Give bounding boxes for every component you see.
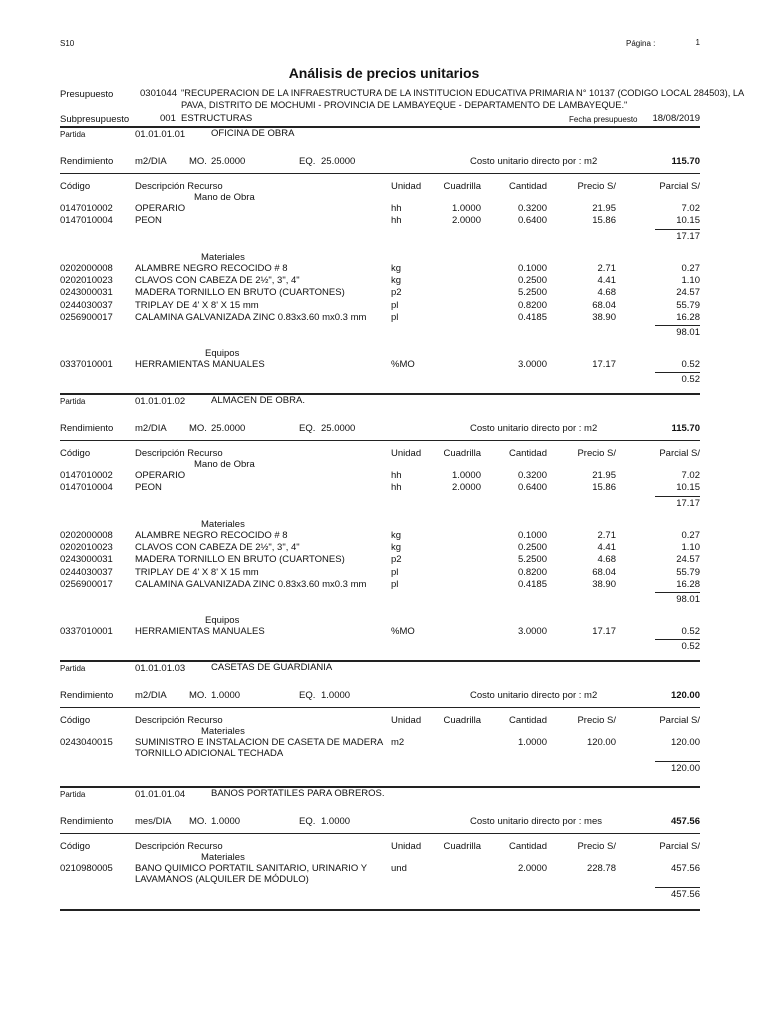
resource-description: HERRAMIENTAS MANUALES: [135, 359, 265, 371]
resource-price: 17.17: [592, 626, 616, 638]
page-title: Análisis de precios unitarios: [288, 65, 480, 81]
resource-unit: kg: [391, 541, 402, 553]
resource-quantity: 0.4185: [517, 311, 547, 323]
resource-description: CALAMINA GALVANIZADA ZINC 0.83x3.60 mx0.3 mm: [135, 578, 367, 590]
resource-cuadrilla: 1.0000: [451, 470, 481, 481]
resource-price: 17.17: [592, 359, 616, 371]
resource-price: 38.90: [592, 311, 616, 323]
col-codigo-header: Código: [60, 181, 91, 192]
subpresupuesto-label: Subpresupuesto: [60, 114, 130, 125]
divider: [655, 887, 700, 888]
subpresupuesto-code: 001: [160, 113, 176, 124]
resource-unit: p2: [391, 554, 402, 566]
resource-code: 0210980005: [60, 863, 113, 874]
cost-label: Costo unitario directo por : m2: [470, 423, 598, 434]
divider: [655, 639, 700, 640]
resource-partial: 457.56: [670, 863, 700, 874]
equipos-total: 0.52: [681, 374, 700, 386]
col-codigo-header: Código: [60, 715, 91, 726]
resource-unit: hh: [391, 470, 402, 481]
divider: [350, 833, 700, 834]
col-descripcion-header: Descripción Recurso: [135, 715, 223, 726]
partida-name: BANOS PORTATILES PARA OBREROS.: [211, 788, 385, 799]
resource-unit: pl: [391, 311, 399, 323]
col-cuadrilla-header: Cuadrilla: [443, 715, 481, 726]
col-unidad-header: Unidad: [391, 715, 422, 726]
col-precio-header: Precio S/: [577, 181, 616, 192]
mo-label: MO.: [189, 423, 207, 434]
resource-code: 0244030037: [60, 299, 113, 311]
resource-partial: 16.28: [676, 578, 700, 590]
partida-code: 01.01.01.04: [135, 789, 186, 800]
rendimiento-label: Rendimiento: [60, 423, 114, 434]
resource-quantity: 0.2500: [517, 541, 547, 553]
mo-value: 1.0000: [211, 816, 241, 827]
resource-unit: m2: [391, 737, 405, 748]
cost-value: 120.00: [670, 690, 700, 701]
col-unidad-header: Unidad: [391, 448, 422, 459]
divider: [60, 707, 350, 708]
resource-code: 0243000031: [60, 287, 113, 299]
resource-description: OPERARIO: [135, 470, 186, 481]
resource-quantity: 0.3200: [517, 470, 547, 481]
resource-unit: kg: [391, 274, 402, 286]
resource-partial: 7.02: [681, 470, 700, 481]
subpresupuesto-name: ESTRUCTURAS: [181, 113, 253, 124]
group-equipos: Equipos: [205, 615, 240, 627]
resource-cuadrilla: 2.0000: [451, 482, 481, 494]
resource-code: 0337010001: [60, 359, 113, 371]
equipos-total: 0.52: [681, 641, 700, 653]
presupuesto-line1: "RECUPERACION DE LA INFRAESTRUCTURA DE LA INSTITUCION EDUCATIVA PRIMARIA N° 10137 (CODIGO LOCAL 284503), LA: [181, 88, 745, 98]
resource-price: 4.68: [597, 287, 616, 299]
resource-code: 0243040015: [60, 737, 113, 748]
resource-unit: pl: [391, 566, 399, 578]
resource-quantity: 0.1000: [517, 262, 547, 274]
resource-description: CALAMINA GALVANIZADA ZINC 0.83x3.60 mx0.3 mm: [135, 311, 367, 323]
divider: [350, 173, 700, 174]
resource-partial: 0.52: [681, 626, 700, 638]
mo-label: MO.: [189, 156, 207, 167]
divider: [655, 592, 700, 593]
partida-name: ALMACEN DE OBRA.: [211, 395, 305, 406]
divider: [655, 761, 700, 762]
resource-price: 15.86: [592, 482, 616, 494]
resource-partial: 16.28: [676, 311, 700, 323]
resource-partial: 0.27: [681, 262, 700, 274]
mo-value: 1.0000: [211, 690, 241, 701]
resource-description: ALAMBRE NEGRO RECOCIDO # 8: [135, 529, 288, 541]
resource-description: MADERA TORNILLO EN BRUTO (CUARTONES): [135, 554, 345, 566]
divider: [655, 229, 700, 230]
resource-price: 21.95: [592, 203, 616, 214]
resource-price: 38.90: [592, 578, 616, 590]
partida-label: Partida: [60, 664, 86, 673]
group-mano-obra: Mano de Obra: [194, 459, 255, 470]
eq-label: EQ.: [299, 816, 316, 827]
fecha-value: 18/08/2019: [652, 113, 700, 124]
col-descripcion-header: Descripción Recurso: [135, 841, 223, 852]
resource-code: 0244030037: [60, 566, 113, 578]
eq-value: 25.0000: [321, 423, 356, 434]
page-number: 1: [695, 38, 700, 47]
materiales-total: 457.56: [670, 889, 700, 901]
cost-label: Costo unitario directo por : m2: [470, 690, 598, 701]
resource-price: 4.68: [597, 554, 616, 566]
resource-partial: 10.15: [676, 482, 700, 494]
resource-partial: 1.10: [681, 274, 700, 286]
resource-partial: 55.79: [676, 566, 700, 578]
divider: [60, 833, 350, 834]
col-parcial-header: Parcial S/: [659, 841, 700, 852]
cost-label: Costo unitario directo por : mes: [470, 816, 603, 827]
partida-label: Partida: [60, 130, 86, 139]
resource-unit: und: [391, 863, 407, 874]
resource-price: 21.95: [592, 470, 616, 481]
resource-cuadrilla: 2.0000: [451, 215, 481, 227]
divider: [60, 909, 700, 911]
resource-description-line2: LAVAMANOS (ALQUILER DE MÓDULO): [135, 874, 309, 885]
resource-description: BANO QUIMICO PORTATIL SANITARIO, URINARIO Y: [135, 863, 368, 874]
resource-quantity: 5.2500: [517, 287, 547, 299]
divider: [60, 173, 350, 174]
resource-price: 4.41: [597, 541, 616, 553]
presupuesto-code: 0301044: [140, 88, 177, 99]
col-cuadrilla-header: Cuadrilla: [443, 841, 481, 852]
resource-description: OPERARIO: [135, 203, 186, 214]
col-cantidad-header: Cantidad: [508, 448, 547, 459]
resource-partial: 24.57: [676, 554, 700, 566]
group-materiales: Materiales: [201, 251, 245, 263]
resource-description: TRIPLAY DE 4' X 8' X 15 mm: [135, 566, 259, 578]
eq-value: 1.0000: [321, 816, 351, 827]
col-cuadrilla-header: Cuadrilla: [443, 181, 481, 192]
materiales-total: 120.00: [670, 763, 700, 775]
group-materiales: Materiales: [201, 726, 245, 737]
mo-label: MO.: [189, 690, 207, 701]
col-cantidad-header: Cantidad: [508, 715, 547, 726]
resource-price: 4.41: [597, 274, 616, 286]
resource-price: 2.71: [597, 529, 616, 541]
divider: [60, 393, 700, 395]
group-materiales: Materiales: [201, 518, 245, 530]
resource-code: 0202000008: [60, 262, 113, 274]
resource-description-line2: TORNILLO ADICIONAL TECHADA: [135, 748, 284, 759]
group-equipos: Equipos: [205, 348, 240, 360]
resource-unit: hh: [391, 215, 402, 227]
resource-partial: 120.00: [670, 737, 700, 748]
resource-quantity: 0.8200: [517, 566, 547, 578]
mano-obra-total: 17.17: [676, 230, 700, 242]
partida-code: 01.01.01.02: [135, 396, 186, 407]
rendimiento-label: Rendimiento: [60, 690, 114, 701]
col-parcial-header: Parcial S/: [659, 448, 700, 459]
resource-code: 0147010002: [60, 203, 113, 214]
resource-quantity: 0.2500: [517, 274, 547, 286]
partida-label: Partida: [60, 790, 86, 799]
resource-description: SUMINISTRO E INSTALACION DE CASETA DE MADERA: [135, 737, 384, 748]
resource-quantity: 1.0000: [517, 737, 547, 748]
cost-value: 115.70: [671, 156, 700, 167]
divider: [655, 496, 700, 497]
col-cuadrilla-header: Cuadrilla: [443, 448, 481, 459]
col-unidad-header: Unidad: [391, 841, 422, 852]
resource-price: 15.86: [592, 215, 616, 227]
resource-description: PEON: [135, 482, 162, 494]
resource-quantity: 2.0000: [517, 863, 547, 874]
resource-quantity: 0.8200: [517, 299, 547, 311]
col-descripcion-header: Descripción Recurso: [135, 181, 223, 192]
eq-value: 1.0000: [321, 690, 351, 701]
resource-code: 0202010023: [60, 274, 113, 286]
resource-partial: 7.02: [681, 203, 700, 214]
resource-partial: 10.15: [676, 215, 700, 227]
resource-code: 0202010023: [60, 541, 113, 553]
col-precio-header: Precio S/: [577, 715, 616, 726]
resource-unit: kg: [391, 262, 402, 274]
partida-name: OFICINA DE OBRA: [211, 128, 295, 139]
rendimiento-unit: m2/DIA: [135, 690, 167, 701]
divider: [655, 325, 700, 326]
resource-partial: 24.57: [676, 287, 700, 299]
divider: [655, 372, 700, 373]
col-cantidad-header: Cantidad: [508, 841, 547, 852]
resource-description: TRIPLAY DE 4' X 8' X 15 mm: [135, 299, 259, 311]
col-cantidad-header: Cantidad: [508, 181, 547, 192]
resource-code: 0256900017: [60, 578, 113, 590]
partida-code: 01.01.01.03: [135, 663, 186, 674]
resource-description: CLAVOS CON CABEZA DE 2½", 3", 4": [135, 541, 300, 553]
resource-quantity: 0.4185: [517, 578, 547, 590]
resource-partial: 0.52: [681, 359, 700, 371]
resource-unit: pl: [391, 299, 399, 311]
resource-unit: p2: [391, 287, 402, 299]
col-precio-header: Precio S/: [577, 841, 616, 852]
resource-unit: %MO: [391, 359, 415, 371]
mo-value: 25.0000: [211, 156, 246, 167]
resource-description: CLAVOS CON CABEZA DE 2½", 3", 4": [135, 274, 300, 286]
mano-obra-total: 17.17: [676, 497, 700, 509]
partida-code: 01.01.01.01: [135, 129, 186, 140]
divider: [350, 707, 700, 708]
page-label: Página :: [626, 39, 656, 48]
eq-label: EQ.: [299, 690, 316, 701]
resource-quantity: 0.6400: [517, 482, 547, 494]
partida-label: Partida: [60, 397, 86, 406]
materiales-total: 98.01: [676, 594, 700, 606]
cost-label: Costo unitario directo por : m2: [470, 156, 598, 167]
resource-unit: kg: [391, 529, 402, 541]
resource-quantity: 3.0000: [517, 626, 547, 638]
eq-value: 25.0000: [321, 156, 356, 167]
resource-partial: 55.79: [676, 299, 700, 311]
resource-quantity: 0.1000: [517, 529, 547, 541]
resource-unit: %MO: [391, 626, 415, 638]
materiales-total: 98.01: [676, 327, 700, 339]
presupuesto-label: Presupuesto: [60, 89, 114, 100]
col-codigo-header: Código: [60, 841, 91, 852]
col-parcial-header: Parcial S/: [659, 715, 700, 726]
resource-quantity: 0.6400: [517, 215, 547, 227]
partida-name: CASETAS DE GUARDIANIA: [211, 662, 333, 673]
cost-value: 457.56: [670, 816, 700, 827]
presupuesto-line2: PAVA, DISTRITO DE MOCHUMI - PROVINCIA DE LAMBAYEQUE - DEPARTAMENTO DE LAMBAYEQUE.": [181, 100, 628, 110]
resource-description: MADERA TORNILLO EN BRUTO (CUARTONES): [135, 287, 345, 299]
divider: [60, 660, 700, 662]
resource-price: 120.00: [586, 737, 616, 748]
eq-label: EQ.: [299, 156, 316, 167]
group-materiales: Materiales: [201, 852, 245, 863]
col-precio-header: Precio S/: [577, 448, 616, 459]
cost-value: 115.70: [671, 423, 700, 434]
resource-code: 0202000008: [60, 529, 113, 541]
resource-code: 0256900017: [60, 311, 113, 323]
resource-partial: 0.27: [681, 529, 700, 541]
divider: [60, 440, 350, 441]
resource-partial: 1.10: [681, 541, 700, 553]
resource-unit: hh: [391, 482, 402, 494]
col-descripcion-header: Descripción Recurso: [135, 448, 223, 459]
rendimiento-label: Rendimiento: [60, 816, 114, 827]
col-parcial-header: Parcial S/: [659, 181, 700, 192]
mo-label: MO.: [189, 816, 207, 827]
resource-price: 2.71: [597, 262, 616, 274]
rendimiento-unit: m2/DIA: [135, 423, 167, 434]
resource-quantity: 0.3200: [517, 203, 547, 214]
report-code: S10: [60, 39, 75, 48]
resource-cuadrilla: 1.0000: [451, 203, 481, 214]
resource-description: ALAMBRE NEGRO RECOCIDO # 8: [135, 262, 288, 274]
resource-code: 0243000031: [60, 554, 113, 566]
divider: [350, 440, 700, 441]
divider: [60, 126, 700, 128]
resource-code: 0147010002: [60, 470, 113, 481]
eq-label: EQ.: [299, 423, 316, 434]
resource-description: PEON: [135, 215, 162, 227]
resource-unit: hh: [391, 203, 402, 214]
rendimiento-unit: mes/DIA: [135, 816, 172, 827]
resource-unit: pl: [391, 578, 399, 590]
resource-code: 0337010001: [60, 626, 113, 638]
resource-price: 68.04: [592, 299, 616, 311]
fecha-label: Fecha presupuesto: [569, 115, 638, 124]
col-unidad-header: Unidad: [391, 181, 422, 192]
mo-value: 25.0000: [211, 423, 246, 434]
rendimiento-unit: m2/DIA: [135, 156, 167, 167]
resource-code: 0147010004: [60, 482, 113, 494]
resource-quantity: 5.2500: [517, 554, 547, 566]
resource-price: 228.78: [586, 863, 616, 874]
group-mano-obra: Mano de Obra: [194, 192, 255, 203]
resource-quantity: 3.0000: [517, 359, 547, 371]
resource-code: 0147010004: [60, 215, 113, 227]
resource-price: 68.04: [592, 566, 616, 578]
rendimiento-label: Rendimiento: [60, 156, 114, 167]
resource-description: HERRAMIENTAS MANUALES: [135, 626, 265, 638]
col-codigo-header: Código: [60, 448, 91, 459]
